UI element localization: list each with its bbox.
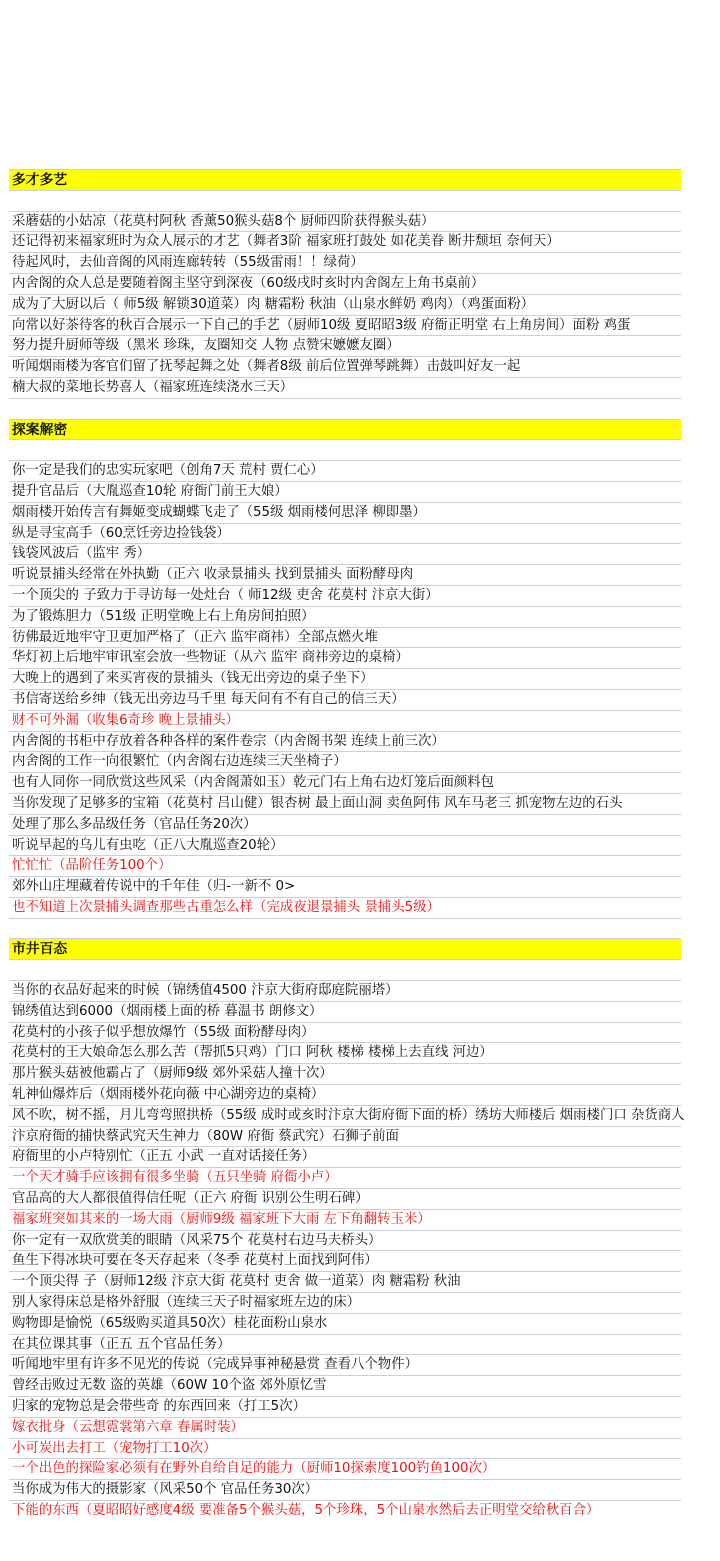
table-row: 听说早起的乌儿有虫吃（正八大胤巡查20轮） xyxy=(9,835,681,856)
table-row: 内舍阁的众人总是要随着阁主坚守到深夜（60级戌时亥时内舍阁左上角书桌前） xyxy=(9,273,681,294)
table-row: 财不可外漏（收集6奇珍 晚上景捕头） xyxy=(9,710,681,731)
table-row: 听闻烟雨楼为客官们留了抚琴起舞之处（舞者8级 前后位置弹琴跳舞）击鼓叫好友一起 xyxy=(9,356,681,377)
table-row: 曾经击败过无数 盗的英雄（60W 10个盗 郊外原忆雪 xyxy=(9,1375,681,1396)
table-row: 福家班突如其来的一场大雨（厨师9级 福家班下大雨 左下角翻转玉米） xyxy=(9,1209,681,1230)
table-row: 郊外山庄埋藏着传说中的千年佳（归-一新不 0> xyxy=(9,876,681,897)
table-row: 官品高的大人都很值得信任呢（正六 府衙 识别公生明石碑） xyxy=(9,1188,681,1209)
table-row: 汴京府衙的捕快蔡武究天生神力（80W 府衙 蔡武究）石狮子前面 xyxy=(9,1126,681,1147)
table-row: 那片猴头菇被他霸占了（厨师9级 郊外采菇人撞十次） xyxy=(9,1063,681,1084)
table-row: 锦绣值达到6000（烟雨楼上面的桥 暮温书 朗修文） xyxy=(9,1001,681,1022)
table-row: 努力提升厨师等级（黑米 珍珠，友圈知交 人物 点赞宋嬷嬷友圈） xyxy=(9,335,681,356)
table-row: 花莫村的王大娘命怎么那么苦（帮抓5只鸡）门口 阿秋 楼梯 楼梯上去直线 河边） xyxy=(9,1042,681,1063)
blank-row xyxy=(9,398,681,419)
table-row: 一个顶尖得 子（厨师12级 汴京大街 花莫村 吏舍 做一道菜）肉 糖霜粉 秋油 xyxy=(9,1271,681,1292)
table-row: 嫁衣批身（云想霓裳第六章 春属时装） xyxy=(9,1417,681,1438)
table-row: 忙忙忙（品阶任务100个） xyxy=(9,855,681,876)
table-row: 也不知道上次景捕头调查那些古重怎么样（完成夜退景捕头 景捕头5级） xyxy=(9,897,681,918)
table-row: 纵是寻宝高手（60烹饪旁边捡钱袋） xyxy=(9,523,681,544)
blank-row xyxy=(9,439,681,460)
table-row: 当你发现了足够多的宝箱（花莫村 吕山健）银杏树 最上面山洞 卖鱼阿伟 风车马老三 抓宠物左边的石头 xyxy=(9,793,681,814)
table-row: 钱袋风波后（监牢 秀） xyxy=(9,543,681,564)
section-header: 探案解密 xyxy=(9,419,681,440)
section-header: 市井百态 xyxy=(9,938,681,959)
table-row: 提升官品后（大胤巡查10轮 府衙门前王大娘） xyxy=(9,481,681,502)
table-row: 为了锻炼胆力（51级 正明堂晚上右上角房间拍照） xyxy=(9,606,681,627)
table-row: 当你成为伟大的摄影家（风采50个 官品任务30次） xyxy=(9,1479,681,1500)
blank-row xyxy=(9,190,681,211)
table-row: 听说景捕头经常在外执勤（正六 收录景捕头 找到景捕头 面粉酵母肉 xyxy=(9,564,681,585)
table-row: 成为了大厨以后（ 师5级 解锁30道菜）肉 糖霜粉 秋油（山泉水鲜奶 鸡肉）（鸡蛋面粉） xyxy=(9,294,681,315)
table-row: 花莫村的小孩子似乎想放爆竹（55级 面粉酵母肉） xyxy=(9,1022,681,1043)
spreadsheet xyxy=(9,169,685,1521)
table-row: 采蘑菇的小姑凉（花莫村阿秋 香薰50猴头菇8个 厨师四阶获得猴头菇） xyxy=(9,211,681,232)
table-row: 内舍阁的书柜中存放着各种各样的案件卷宗（内舍阁书架 连续上前三次） xyxy=(9,731,681,752)
table-row: 风不吹，树不摇，月儿弯弯照拱桥（55级 成时或亥时汴京大街府衙下面的桥）绣坊大师楼后 烟雨楼门口 杂货商人 xyxy=(9,1105,681,1126)
table-row: 府衙里的小卢特别忙（正五 小武 一直对话接任务） xyxy=(9,1146,681,1167)
table-row: 还记得初来福家班时为众人展示的才艺（舞者3阶 福家班打鼓处 如花美眷 断井颓垣 奈何天） xyxy=(9,231,681,252)
table-row: 鱼生下得冰块可要在冬天存起来（冬季 花莫村上面找到阿伟） xyxy=(9,1250,681,1271)
table-row: 你一定有一双欣赏美的眼睛（风采75个 花莫村右边马夫桥头） xyxy=(9,1230,681,1251)
table-row: 向常以好茶待客的秋百合展示一下自己的手艺（厨师10级 夏昭昭3级 府衙正明堂 右上角房间）面粉 鸡蛋 xyxy=(9,315,681,336)
table-row: 彷佛最近地牢守卫更加严格了（正六 监牢商祎）全部点燃火堆 xyxy=(9,627,681,648)
table-row: 在其位课其事（正五 五个官品任务） xyxy=(9,1334,681,1355)
table-row: 一个天才骑手应该拥有很多坐骑（五只坐骑 府衙小卢） xyxy=(9,1167,681,1188)
table-row: 购物即是愉悦（65级购买道具50次）桂花面粉山泉水 xyxy=(9,1313,681,1334)
table-row: 轧神仙爆炸后（烟雨楼外花向薇 中心湖旁边的桌椅） xyxy=(9,1084,681,1105)
table-row: 你一定是我们的忠实玩家吧（创角7天 荒村 贾仁心） xyxy=(9,460,681,481)
blank-row xyxy=(9,959,681,980)
section-header: 多才多艺 xyxy=(9,169,681,190)
table-row: 烟雨楼开始传言有舞姬变成蝴蝶飞走了（55级 烟雨楼何思泽 柳即墨） xyxy=(9,502,681,523)
table-row: 别人家得床总是格外舒服（连续三天子时福家班左边的床） xyxy=(9,1292,681,1313)
blank-row xyxy=(9,918,681,939)
table-row: 归家的宠物总是会带些奇 的东西回来（打工5次） xyxy=(9,1396,681,1417)
table-row: 楠大叔的菜地长势喜人（福家班连续浇水三天） xyxy=(9,377,681,398)
table-row: 华灯初上后地牢审讯室会放一些物证（从六 监牢 商祎旁边的桌椅） xyxy=(9,647,681,668)
table-row: 也有人同你一同欣赏这些风采（内舍阁萧如玉）乾元门右上角右边灯笼后面颜料包 xyxy=(9,772,681,793)
table-row: 一个出色的探险家必须有在野外自给自足的能力（厨师10探索度100钓鱼100次） xyxy=(9,1458,681,1479)
table-row: 下能的东西（夏昭昭好感度4级 要准备5个猴头菇，5个珍珠，5个山泉水然后去正明堂交给秋百合） xyxy=(9,1500,681,1521)
table-row: 处理了那么多品级任务（官品任务20次） xyxy=(9,814,681,835)
table-row: 当你的衣品好起来的时候（锦绣值4500 汴京大街府邸庭院丽塔） xyxy=(9,980,681,1001)
table-row: 内舍阁的工作一向很繁忙（内舍阁右边连续三天坐椅子） xyxy=(9,751,681,772)
table-row: 待起风时，去仙音阁的风雨连廊转转（55级雷雨！！绿荷） xyxy=(9,252,681,273)
table-row: 听闻地牢里有许多不见光的传说（完成异事神秘悬赏 查看八个物件） xyxy=(9,1354,681,1375)
table-row: 大晚上的遇到了来买宵夜的景捕头（钱无出旁边的桌子坐下） xyxy=(9,668,681,689)
table-row: 书信寄送给乡绅（钱无出旁边马千里 每天问有不有自己的信三天） xyxy=(9,689,681,710)
table-row: 一个顶尖的 子致力于寻访每一处灶台（ 师12级 吏舍 花莫村 汴京大街） xyxy=(9,585,681,606)
table-row: 小可炭出去打工（宠物打工10次） xyxy=(9,1438,681,1459)
